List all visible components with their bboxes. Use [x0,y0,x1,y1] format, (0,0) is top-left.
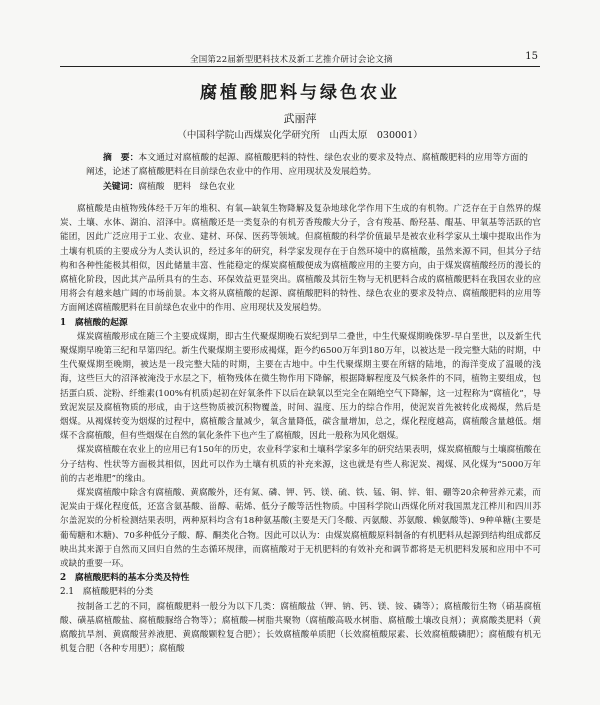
article-body [60,202,541,657]
article-title: 腐植酸肥料与绿色农业 [200,83,400,103]
running-header [60,50,540,67]
abstract [86,151,528,179]
body-paragraph: 按制备工艺的不同，腐植酸肥料一般分为以下几类：腐植酸盐（钾、钠、钙、镁、铵、磷等）；腐植酸衍生物（硝基腐植酸、磺基腐植酸盐、腐植酸脲络合物等）；腐植酸—树脂共聚物（腐植酸高吸水树脂、腐植酸土壤改良剂）；黄腐酸类肥料（黄腐酸抗旱剂、黄腐酸营养液肥、黄腐酸颗粒复合肥）；长效腐植酸单质肥（长效腐植酸尿素、长效腐植酸磷肥）；腐植酸有机无机复合肥（各种专用肥）；腐植酸 [60,601,541,655]
conference-title: 全国第22届新型肥料技术及新工艺推介研讨会论文摘 [190,55,393,65]
keywords-text: 腐植酸 肥料 绿色农业 [138,182,235,192]
intro-paragraph: 腐植酸是由植物残体经千万年的堆积、有氧—缺氧生物降解及复杂地球化学作用下生成的有机物。广泛存在于自然界的煤炭、土壤、水体、湖泊、沼泽中。腐植酸还是一类复杂的有机芳香羧酸大分子，含有羧基、酚羟基、醌基、甲氧基等活跃的官能团，因此广泛应用于工业、农业、建材、环保、医药等领域。但腐植酸的科学价值最早是被农业科学家从土壤中提取出作为土壤有机质的主要成分为人类认识的，经过多年的研究，科学家发现存在于自然环境中的腐植酸，虽然来源不同，但其分子结构和各种性能极其相似，因此储量丰富、性能稳定的煤炭腐植酸便成为腐植酸应用的主要方向，由于煤炭腐植酸经历的漫长的腐植化阶段，因此其产品所具有的生态、环保效益更显突出。腐植酸及其衍生物与无机肥料合成的腐植酸肥料在我国农业的应用将会有越来越广阔的市场前景。本文将从腐植酸的起源、腐植酸肥料的特性、绿色农业的要求及特点、腐植酸肥料的应用等方面阐述腐植酸肥料在目前绿色农业中的作用、应用现状及发展趋势。 [60,204,541,314]
author-name: 武丽萍 [283,112,317,125]
section-heading: 1 腐植酸的起源 [60,317,128,328]
author-affiliation: （中国科学院山西煤炭化学研究所 山西太原 030001） [177,130,423,141]
body-paragraph: 煤炭腐植酸在农业上的应用已有150年的历史，农业科学家和土壤科学家多年的研究结果表明，煤炭腐植酸与土壤腐植酸在分子结构、性状等方面极其相似，因此可以作为土壤有机质的补充来源，这也就是有些人称泥炭、褐煤、风化煤为“5000万年前的古老堆肥”的缘由。 [60,445,541,484]
body-paragraph: 煤炭腐植酸形成在随三个主要成煤期，即古生代聚煤期晚石炭纪到早二叠世，中生代聚煤期晚侏罗-早白垩世，以及新生代聚煤期早晚第三纪和早第四纪。新生代聚煤期主要形成褐煤，距今约6500万年到180万年，以被达是一段完整大陆的时期，中生代聚煤期至晚期，被达是一段完整大陆的时期，主要在古地中。中生代聚煤期主要在所辖的陆地，的海洋变成了温暖的浅海，这些巨大的沼泽被淹没于水层之下，植物残体在微生物作用下降解，根据降解程度及气候条件的不同，植物主要组成，包括蛋白质、淀粉、纤维素(100%有机质)起初在好氧条件下以后在缺氧以至完全在隔绝空气下降解，这一过程称为“腐植化”，导致泥炭层及腐植物质的形成，由于这些物质被沉积物覆盖，时间、温度、压力的综合作用，使泥炭首先被转化成褐煤，然后是烟煤。从褐煤转变为烟煤的过程中，腐植酸含量减少，氧含量降低，碳含量增加，总之，煤化程度越高，腐植酸含量越低。烟煤不含腐植酸，但有些烟煤在自然的氧化条件下也产生了腐植酸，因此一般称为风化烟煤。 [60,331,541,442]
keywords [103,180,528,194]
abstract-text: 本文通过对腐植酸的起源、腐植酸肥料的特性、绿色农业的要求及特点、腐植酸肥料的应用等方面的阐述，论述了腐植酸肥料在目前绿色农业中的作用、应用现状及发展趋势。 [86,153,528,177]
keywords-label: 关键词： [103,182,139,192]
body-paragraph: 煤炭腐植酸中除含有腐植酸、黄腐酸外，还有氮、磷、钾、钙、镁、硫、铁、锰、铜、锌、钼、硼等20余种营养元素，而泥炭由于煤化程度低，还富含氨基酸、甾醇、萜烯、低分子酸等活性物质。中国科学院山西煤化所对我国黑龙江桦川和四川苏尔盖泥炭的分析检测结果表明，两种原料均含有18种氨基酸(主要是天门冬酸、丙氨酸、苏氨酸、赖氨酸等)、9种单糖(主要是葡萄糖和木糖)、70多种低分子酸、醇、酮类化合物。因此可以认为：由煤炭腐植酸原料制备的有机肥料从起源到结构组成都反映出其来源于自然而又回归自然的生态循环规律，而腐植酸对于无机肥料的有效补充和调节都将是无机肥料发展和应用中不可或缺的重要一环。 [60,488,541,570]
abstract-label: 摘 要： [103,153,139,163]
section-heading: 2 腐植酸肥料的基本分类及特性 [60,573,190,584]
subsection-heading: 2.1 腐植酸肥料的分类 [60,587,154,598]
page-number: 15 [525,51,538,62]
